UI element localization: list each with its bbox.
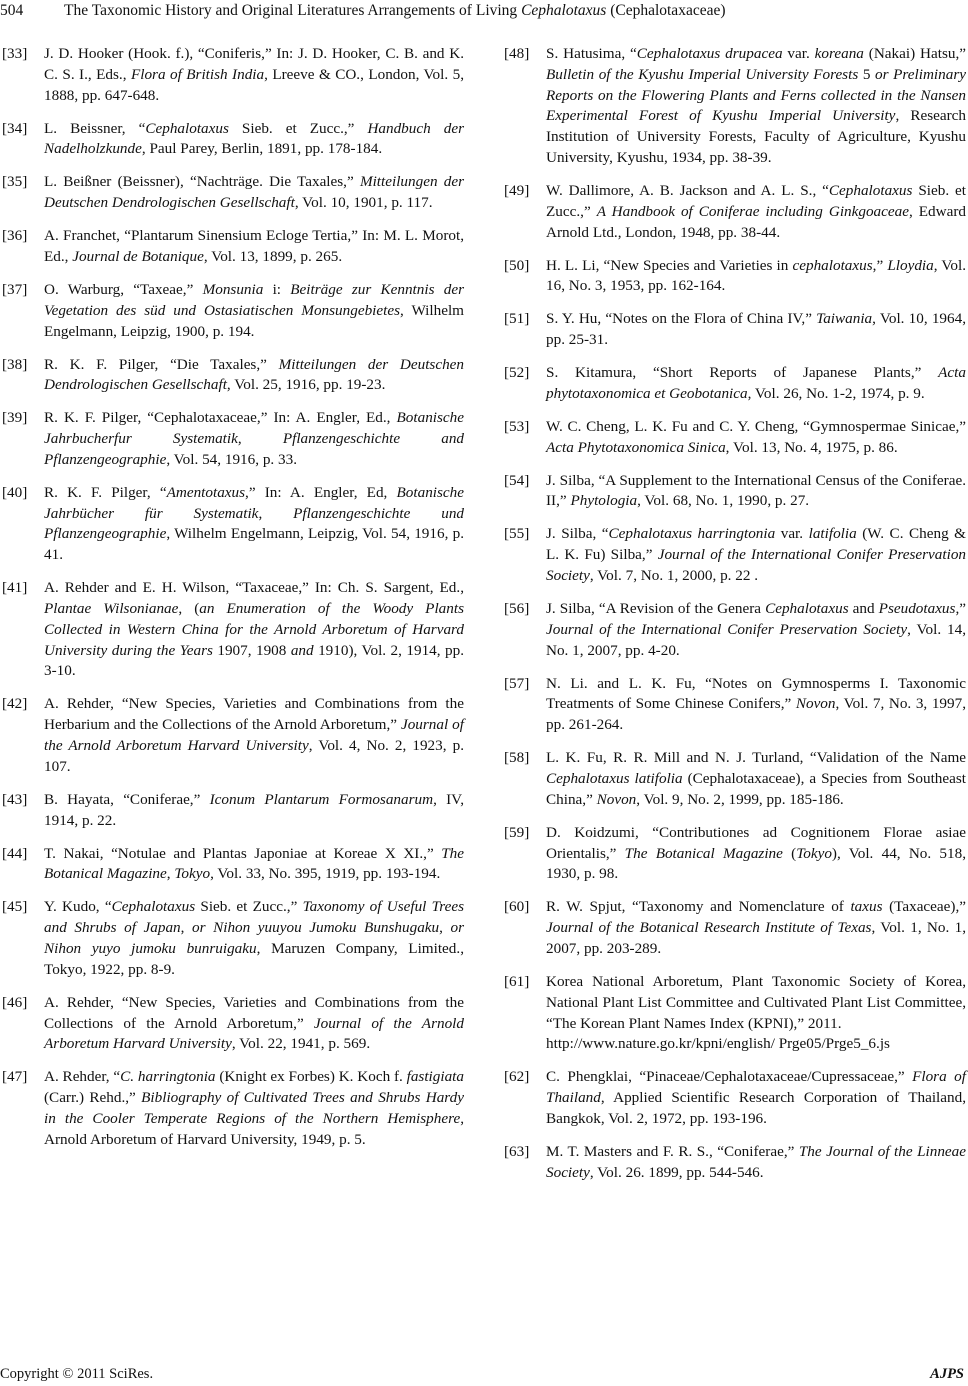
running-title: [64, 0, 726, 22]
reference-number: [53]: [504, 417, 530, 435]
reference-number: [56]: [504, 600, 530, 618]
reference-entry: [2, 172, 464, 214]
reference-text: A. Rehder and E. H. Wilson, “Taxaceae,” In: Ch. S. Sargent, Ed., Plantae Wilsonianae, (an Enumeration of the Woody Plants Collected in Western China for the Arnold Arboretum of Harvard University during the Years 1907, 1908 and 1910), Vol. 2, 1914, pp. 3-10.: [44, 579, 465, 680]
reference-entry: [504, 674, 966, 736]
reference-entry: [2, 119, 464, 161]
reference-text: L. Beissner, “Cephalotaxus Sieb. et Zucc.,” Handbuch der Nadelholzkunde, Paul Parey, Berlin, 1891, pp. 178-184.: [44, 119, 464, 158]
reference-text: S. Kitamura, “Short Reports of Japanese Plants,” Acta phytotaxonomica et Geobotanica, Vol. 26, No. 1-2, 1974, p. 9.: [546, 364, 966, 402]
reference-entry: [2, 408, 464, 470]
reference-text: B. Hayata, “Coniferae,” Iconum Plantarum Formosanarum, IV, 1914, p. 22.: [44, 790, 464, 829]
reference-entry: [2, 578, 464, 682]
reference-text: M. T. Masters and F. R. S., “Coniferae,” The Journal of the Linneae Society, Vol. 26. 1899, pp. 544-546.: [546, 1142, 966, 1181]
references-right-column: [504, 44, 966, 1196]
reference-entry: [2, 993, 464, 1055]
running-title-text: The Taxonomic History and Original Literatures Arrangements of Living Cephalotaxus (Cephalotaxaceae): [64, 2, 726, 19]
reference-number: [41]: [2, 579, 28, 597]
reference-number: [52]: [504, 364, 530, 382]
copyright-notice: Copyright © 2011 SciRes.: [0, 1366, 154, 1382]
reference-number: [62]: [504, 1068, 530, 1086]
reference-entry: [504, 1067, 966, 1129]
reference-text: A. Rehder, “New Species, Varieties and Combinations from the Herbarium and the Collections of the Arnold Arboretum,” Journal of the Arnold Arboretum Harvard University, Vol. 4, No. 2, 1923, p. 107.: [44, 695, 465, 775]
references-left-column: [2, 44, 464, 1163]
reference-entry: [504, 599, 966, 661]
reference-number: [57]: [504, 674, 530, 692]
reference-entry: [2, 790, 464, 832]
reference-number: [51]: [504, 310, 530, 328]
reference-text: L. K. Fu, R. R. Mill and N. J. Turland, “Validation of the Name Cephalotaxus latifolia (Cephalotaxaceae), a Species from Southeast China,” Novon, Vol. 9, No. 2, 1999, pp. 185-186.: [546, 749, 967, 808]
reference-entry: [2, 694, 464, 777]
reference-text: A. Franchet, “Plantarum Sinensium Ecloge Tertia,” In: M. L. Morot, Ed., Journal de Botanique, Vol. 13, 1899, p. 265.: [44, 227, 464, 265]
reference-entry: [2, 844, 464, 886]
reference-entry: [504, 823, 966, 885]
reference-text: D. Koidzumi, “Contributiones ad Cognitionem Florae asiae Orientalis,” The Botanical Magazine (Tokyo), Vol. 44, No. 518, 1930, p. 98.: [546, 823, 966, 883]
reference-number: [60]: [504, 898, 530, 916]
reference-text: A. Rehder, “New Species, Varieties and Combinations from the Collections of the Arnold Arboretum,” Journal of the Arnold Arboretum Harvard University, Vol. 22, 1941, p. 569.: [44, 993, 464, 1053]
reference-number: [34]: [2, 119, 28, 137]
reference-number: [63]: [504, 1142, 530, 1160]
reference-text: J. Silba, “Cephalotaxus harringtonia var. latifolia (W. C. Cheng & L. K. Fu) Silba,” Journal of the International Conifer Preservation Society, Vol. 7, No. 1, 2000, p. 22 .: [546, 525, 967, 585]
reference-text: H. L. Li, “New Species and Varieties in cephalotaxus,” Lloydia, Vol. 16, No. 3, 1953, pp. 162-164.: [546, 256, 966, 295]
reference-text: Y. Kudo, “Cephalotaxus Sieb. et Zucc.,” Taxonomy of Useful Trees and Shrubs of Japan, or Nihon yuuyou Jumoku Bunshugaku, or Nihon yuyo jumoku bunruigaku, Maruzen Company, Limited., Tokyo, 1922, pp. 8-9.: [44, 898, 465, 978]
reference-entry: [504, 748, 966, 810]
reference-text: J. Silba, “A Supplement to the International Census of the Coniferae. II,” Phytologia, Vol. 68, No. 1, 1990, p. 27.: [546, 471, 966, 510]
reference-text: T. Nakai, “Notulae and Plantas Japoniae at Koreae X XI.,” The Botanical Magazine, Tokyo, Vol. 33, No. 395, 1919, pp. 193-194.: [44, 844, 464, 883]
reference-entry: [504, 471, 966, 513]
reference-number: [55]: [504, 525, 530, 543]
reference-number: [47]: [2, 1068, 28, 1086]
reference-entry: [504, 897, 966, 959]
reference-entry: [504, 181, 966, 243]
reference-text: S. Y. Hu, “Notes on the Flora of China IV,” Taiwania, Vol. 10, 1964, pp. 25-31.: [546, 310, 966, 349]
reference-number: [45]: [2, 898, 28, 916]
reference-number: [44]: [2, 844, 28, 862]
reference-number: [49]: [504, 181, 530, 199]
reference-entry: [504, 363, 966, 405]
reference-entry: [2, 280, 464, 342]
reference-number: [38]: [2, 355, 28, 373]
reference-text: J. D. Hooker (Hook. f.), “Coniferis,” In: J. D. Hooker, C. B. and K. C. S. I., Eds., Flora of British India, Lreeve & CO., London, Vol. 5, 1888, pp. 647-648.: [44, 45, 464, 104]
reference-number: [40]: [2, 483, 28, 501]
reference-entry: [2, 226, 464, 268]
reference-text: R. K. F. Pilger, “Amentotaxus,” In: A. Engler, Ed, Botanische Jahrbücher für Systematik, Pflanzengeschichte und Pflanzengeographie, Wilhelm Engelmann, Leipzig, Vol. 54, 1916, p. 41.: [44, 483, 465, 564]
reference-entry: [504, 417, 966, 459]
reference-entry: [2, 355, 464, 397]
reference-number: [50]: [504, 256, 530, 274]
reference-entry: [504, 524, 966, 586]
reference-entry: [2, 1067, 464, 1150]
reference-entry: [504, 44, 966, 169]
reference-text: Korea National Arboretum, Plant Taxonomic Society of Korea, National Plant List Committee and Cultivated Plant List Committee, “The Korean Plant Names Index (KPNI),” 2011. http://www.nature.go.kr/kpni/english/ Prge05/Prge5_6.js: [546, 972, 966, 1053]
running-header: [0, 0, 968, 22]
reference-number: [46]: [2, 993, 28, 1011]
page-footer: [0, 1364, 968, 1384]
reference-text: O. Warburg, “Taxeae,” Monsunia і: Beiträge zur Kenntnis der Vegetation des süd und Ostasiatischen Monsungebietes, Wilhelm Engelmann, Leipzig, 1900, p. 194.: [44, 280, 464, 340]
reference-entry: [504, 256, 966, 298]
reference-number: [37]: [2, 280, 28, 298]
reference-entry: [2, 483, 464, 566]
reference-text: J. Silba, “A Revision of the Genera Cephalotaxus and Pseudotaxus,” Journal of the International Conifer Preservation Society, Vol. 14, No. 1, 2007, pp. 4-20.: [546, 600, 966, 659]
reference-text: W. Dallimore, A. B. Jackson and A. L. S., “Cephalotaxus Sieb. et Zucc.,” A Handbook of Coniferae including Ginkgoaceae, Edward Arnold Ltd., London, 1948, pp. 38-44.: [546, 181, 967, 241]
reference-text: R. K. F. Pilger, “Cephalotaxaceae,” In: A. Engler, Ed., Botanische Jahrbucherfur Systematik, Pflanzengeschichte and Pflanzengeographie, Vol. 54, 1916, p. 33.: [44, 409, 465, 468]
reference-number: [61]: [504, 972, 530, 990]
reference-entry: [2, 44, 464, 106]
reference-number: [43]: [2, 790, 28, 808]
reference-text: N. Li. and L. K. Fu, “Notes on Gymnosperms I. Taxonomic Treatments of Some Chinese Conifers,” Novon, Vol. 7, No. 3, 1997, pp. 261-264.: [546, 674, 966, 734]
reference-entry: [2, 897, 464, 980]
reference-text: W. C. Cheng, L. K. Fu and C. Y. Cheng, “Gymnospermae Sinicae,” Acta Phytotaxonomica Sinica, Vol. 13, No. 4, 1975, p. 86.: [546, 417, 966, 456]
reference-text: R. W. Spjut, “Taxonomy and Nomenclature of taxus (Taxaceae),” Journal of the Botanical Research Institute of Texas, Vol. 1, No. 1, 2007, pp. 203-289.: [546, 898, 966, 957]
reference-number: [33]: [2, 45, 28, 62]
reference-number: [48]: [504, 45, 530, 62]
reference-number: [58]: [504, 749, 530, 767]
reference-entry: [504, 309, 966, 351]
reference-entry: [504, 1142, 966, 1184]
reference-text: R. K. F. Pilger, “Die Taxales,” Mitteilungen der Deutschen Dendrologischen Gesellschaft, Vol. 25, 1916, pp. 19-23.: [44, 355, 465, 394]
reference-entry: [504, 972, 966, 1055]
reference-number: [35]: [2, 173, 28, 191]
page-number: 504: [0, 2, 24, 19]
reference-number: [39]: [2, 409, 28, 427]
reference-text: C. Phengklai, “Pinaceae/Cephalotaxaceae/Cupressaceae,” Flora of Thailand, Applied Scientific Research Corporation of Thailand, Bangkok, Vol. 2, 1972, pp. 193-196.: [546, 1068, 966, 1127]
reference-text: L. Beißner (Beissner), “Nachträge. Die Taxales,” Mitteilungen der Deutschen Dendrologischen Gesellschaft, Vol. 10, 1901, p. 117.: [44, 173, 465, 212]
reference-text: A. Rehder, “C. harringtonia (Knight ex Forbes) K. Koch f. fastigiata (Carr.) Rehd.,” Bibliography of Cultivated Trees and Shrubs Hardy in the Cooler Temperate Regions of the Northern Hemisphere, Arnold Arboretum of Harvard University, 1949, p. 5.: [44, 1068, 464, 1148]
reference-number: [59]: [504, 823, 530, 841]
reference-number: [54]: [504, 471, 530, 489]
reference-number: [36]: [2, 227, 28, 245]
reference-text: S. Hatusima, “Cephalotaxus drupacea var. koreana (Nakai) Hatsu,” Bulletin of the Kyushu Imperial University Forests 5 or Preliminary Reports on the Flowering Plants and Ferns collected in the Nansen Experimental Forest of Kyushu Imperial University, Research Institution of University Forests, Faculty of Agriculture, Kyushu University, Kyushu, 1934, pp. 38-39.: [546, 45, 967, 166]
reference-number: [42]: [2, 695, 28, 713]
journal-abbreviation: AJPS: [930, 1366, 964, 1382]
